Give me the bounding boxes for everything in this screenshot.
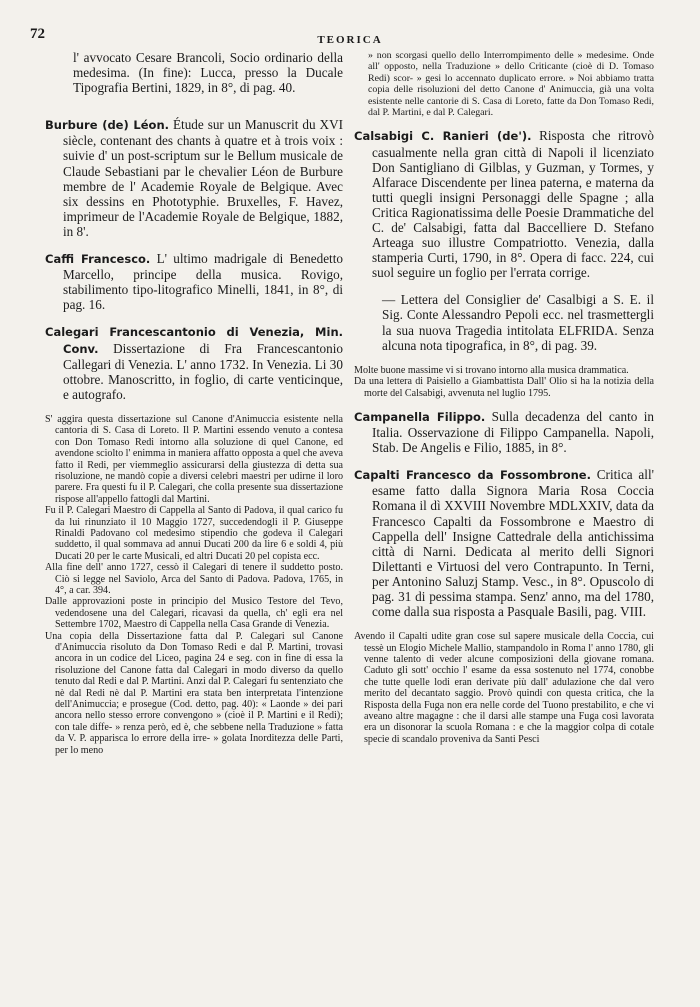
entry-lettera: — Lettera del Consiglier de' Casalbigi a S. E. il Sig. Conte Alessandro Pepoli ecc. nel trasmettergli la sua nuova Tragedia intitolata ELFRIDA. Senza alcuna nota tipografica, in 8°, di pag. 39. [382,292,654,353]
entry-head: Calegari Francescantonio di Venezia, Min. Conv. [45,325,343,356]
left-column [45,50,343,756]
page-number: 72 [30,26,45,42]
note: Avendo il Capalti udite gran cose sul sapere musicale della Coccia, cui tessè un Elogio Michele Mallio, stampandolo in Roma l' anno 1780, gli venne talento di veder alcune composizioni della giovane romana. Caduto gli sott' occhio l' esame da essa sostenuto nel 1774, conobbe che tutte quelle lodi eran derivate più dall' adulazione che dal vero merito del decantato saggio. Provò quindi con questa critica, che la Risposta della Fuga non era nelle corde del Tuono prestabilito, e che vi aveano altre magagne : che il darsi alle stampe una Fuga così lavorata era un disonorar la scuola Romana : e che la maggior colpa di cotale specie di scandalo proveniva da Santi Pesci [354,631,654,745]
note: Da una lettera di Paisiello a Giambattista Dall' Olio si ha la notizia della morte del Calsabigi, avvenuta nel luglio 1795. [354,376,654,399]
right-column [354,50,654,745]
entry-campanella [354,409,654,455]
entry-text: Sulla decadenza del canto in Italia. Osservazione di Filippo Campanella. Napoli, Stab. De Angelis e Filio, 1885, in 8°. [372,408,654,456]
entry-head: Burbure (de) Léon. [45,118,169,133]
entry-head: Capalti Francesco da Fossombrone. [354,468,591,483]
entry-calegari [45,324,343,401]
entry-text: Étude sur un Manuscrit du XVI siècle, contenant des chants à quatre et à trois voix : suivie d' un post-scriptum sur le Bellum musicale de Claude Sebastiani par le chevalier Léon de Burbure membre de l' Academie Royale de Belgique. Avec six dessins en Phototyphie. Bruxelles, F. Havez, imprimeur de l'Academie Royale de Belgique, 1882, in 8'. [63,117,343,239]
note: Fu il P. Calegari Maestro di Cappella al Santo di Padova, il qual carico fu da lui rinunziato il 10 Maggio 1727, succedendogli il P. Giuseppe Rinaldi Padovano col medesimo stipendio che godeva il Calegari suddetto, il qual sommava ad annui Ducati 200 da lire 6 e soldi 4, più Ducati 20 per le carte Musicali, ed altri Ducati 20 pel copista ecc. [45,505,343,562]
entry-text: Dissertazione di Fra Francescantonio Callegari di Venezia. L' anno 1732. In Venezia. Li 30 ottobre. Manoscritto, in foglio, di carte venticinque, e autografo. [63,340,343,402]
entry-head: Caffi Francesco. [45,252,151,267]
entry-continuation: l' avvocato Cesare Brancoli, Socio ordinario della medesima. (In fine): Lucca, presso la Ducale Tipografia Bertini, 1829, in 8°, di pag. 40. [73,50,343,96]
note: Dalle approvazioni poste in principio del Musico Testore del Tevo, vedendosene una del Calegari, ricavasi da quella, ch' egli era nel Settembre 1702, Maestro di Cappella nella Casa Grande di Venezia. [45,596,343,631]
note: Molte buone massime vi si trovano intorno alla musica drammatica. [354,364,629,376]
note: S' aggira questa dissertazione sul Canone d'Animuccia esistente nella cantoria di S. Casa di Loreto. Il P. Martini essendo venuto a contesa con Don Tomaso Redi intorno alla soluzione di quel Canone, ed avendone sciolto l' enimma in maniera affatto opposta a quel che aveva fatto il Redi, per viemmeglio assicurarsi della giustezza di detta sua risoluzione, ne mandò copie a diversi celebri maestri per udirne il loro parere. Fra questi fu il P. Calegari, che colla presente sua dissertazione rispose all'appello fattogli dal Martini. [45,413,343,505]
entry-head: Calsabigi C. Ranieri (de'). [354,129,532,144]
entry-text: L' ultimo madrigale di Benedetto Marcello, principe della musica. Rovigo, stabilimento tipo-litografico Minelli, 1841, in 8°, di pag. 16. [63,251,343,313]
entry-head: Campanella Filippo. [354,409,486,424]
entry-burbure [45,117,343,239]
quote-continuation: » non scorgasi quello dello Interrompimento delle » medesime. Onde all' opposto, nella Traduzione » dello Criticante (cioè di D. Tomaso Redi) scor- » gesi lo accennato duplicato errore. » Noi abbiamo tratta copia delle risoluzioni del detto Canone d' Animuccia, già una volta esistente nelle cantorie di S. Casa di Loreto, fatte da Don Tomaso Redi, dal P. Martini, e dal P. Calegari. [368,50,654,119]
entry-calsabigi [354,128,654,280]
note: Alla fine dell' anno 1727, cessò il Calegari di tenere il suddetto posto. Ciò si legge nel Saviolo, Arca del Santo di Padova. Padova, 1765, in 4°, a car. 394. [45,562,343,596]
entry-caffi [45,251,343,312]
entry-capalti [354,467,654,619]
note: Una copia della Dissertazione fatta dal P. Calegari sul Canone d'Animuccia risoluto da Don Tomaso Redi e dal P. Martini, trovasi ancora in un codice del Liceo, pagina 24 e seg. con in fine di essa la risoluzione del Canone fatta dal Calegari in modo diverso da quello tenuto dal Redi e dal P. Martini. Anzi dal P. Calegari fu sentenziato che nè dal Redi nè dal P. Martini era stata ben interpretata l'intenzione dell'Animuccia; e prosegue (Cod. detto, pag. 40): « Laonde » dei pari ancora nello stesso errore convengono » (cioè il P. Martini e il Redi); con tale diffe- » renza però, ed è, che sebbene nella Traduzione » fatta da V. P. apparisca lo errore della irre- » golata Inorditezza delle Parti, per lo meno [45,630,343,756]
entry-text: Critica all' esame fatto dalla Signora Maria Rosa Coccia Romana il dì XXVIII Novembre MDLXXIV, data da Francesco Capalti da Fossombrone e Maestro di Cappella dell' Insigne Cattedrale della antichissima città di Narni. Dedicata al merito delli Signori Dilettanti e Virtuosi del vero Contrapunto. In Terni, per Antonino Saluzj Stamp. Vesc., in 8°. Opuscolo di pag. 31 di pessima stampa. Senz' anno, ma del 1780, come dalla sua risposta a Pasquale Basili, pag. VIII. [372,467,654,620]
running-head: TEORICA [317,34,383,46]
entry-text: Risposta che ritrovò casualmente nella gran città di Napoli il licenziato Don Santigliano di Gilblas, y Guzman, y Tormes, y Alfarace Discendente per linea paterna, e materna da tutti quegli insigni Personaggi delle Spagne ; alla Critica Ragionatissima delle Poesie Drammatiche del C. de' Calsabigi, fatta dal Baccelliere D. Stefano Arteaga suo illustre Compatriotto. Venezia, dalla stamperia Curti, 1790, in 8°. Opera di facc. 224, cui suol seguire un foglio per l'errata corrige. [372,128,654,281]
